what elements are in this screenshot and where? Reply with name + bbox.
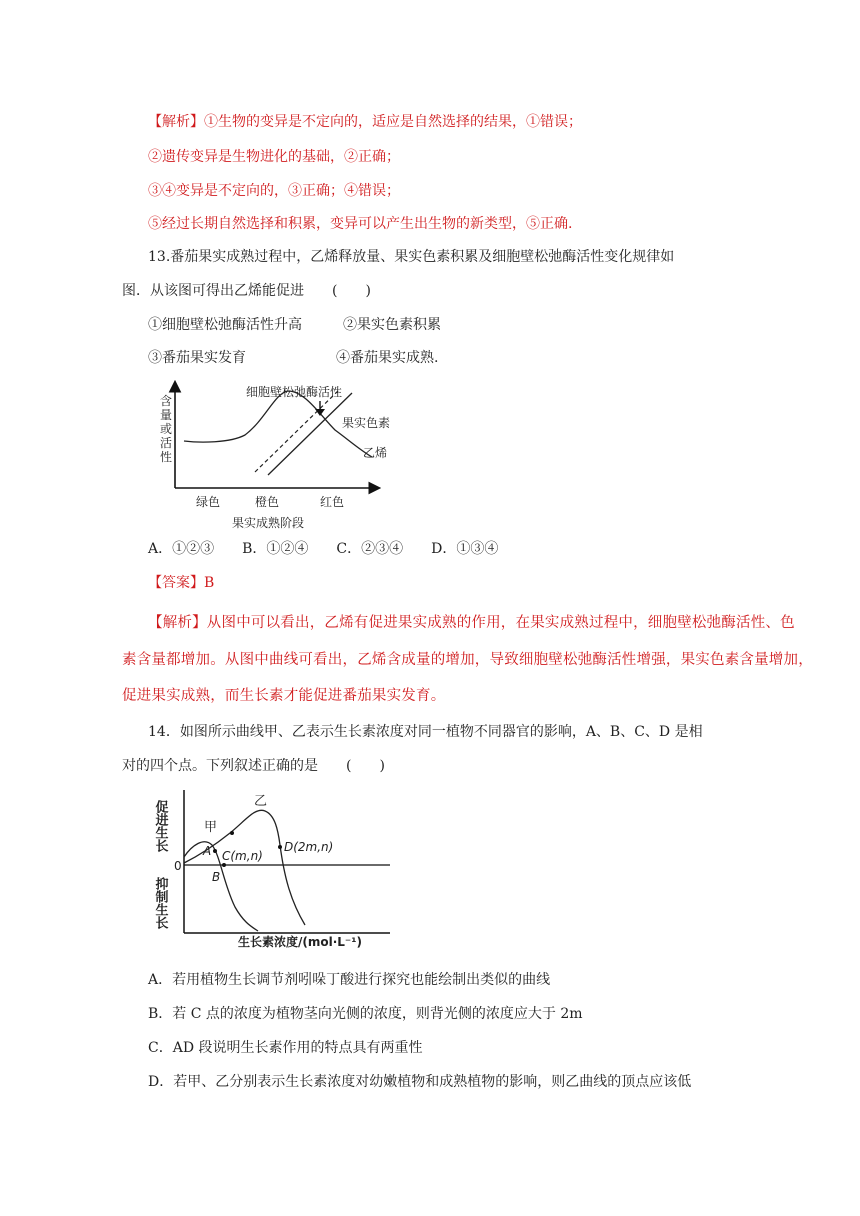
q14-d-label: D(2m,n)	[284, 840, 334, 854]
q13-y-label-char: 或	[160, 422, 173, 436]
analysis12-line3: ③④变异是不定向的，③正确；④错误；	[148, 183, 400, 199]
q14-b-label: B	[212, 870, 221, 884]
q13-y-label-char: 含	[160, 394, 173, 408]
q13-answer: 【答案】B	[148, 575, 215, 591]
q14-figure	[152, 785, 400, 955]
q14-curve-yi	[184, 810, 305, 925]
q14-jia-label: 甲	[204, 820, 218, 835]
q13-ethylene-label: 乙烯	[363, 446, 388, 460]
q13-x-label: 果实成熟阶段	[232, 516, 305, 530]
q13-y-label	[160, 394, 172, 464]
q14-point-c	[230, 831, 234, 835]
q13-tick-red: 红色	[320, 495, 345, 509]
q13-stem-line1: 13.番茄果实成熟过程中，乙烯释放量、果实色素积累及细胞壁松弛酶活性变化规律如	[148, 249, 675, 265]
analysis-text: ①生物的变异是不定向的，适应是自然选择的结果，①错误；	[204, 114, 582, 130]
q13-option-1: ①细胞壁松弛酶活性升高	[148, 317, 302, 333]
q13-pigment-label: 果实色素	[342, 416, 391, 430]
q13-tick-orange: 橙色	[255, 495, 280, 509]
analysis-tag: 【解析】	[148, 114, 204, 130]
q13-enzyme-label: 细胞壁松弛酶活性	[246, 385, 343, 399]
q14-zero-label: 0	[174, 859, 182, 873]
q14-option-b: B．若 C 点的浓度为植物茎向光侧的浓度，则背光侧的浓度应大于 2m	[148, 1006, 583, 1022]
q13-choices: A．①②③ B．①②④ C．②③④ D．①③④	[148, 541, 499, 557]
q14-stem-line1: 14．如图所示曲线甲、乙表示生长素浓度对同一植物不同器官的影响，A、B、C、D 是相	[148, 724, 703, 740]
analysis12-line2: ②遗传变异是生物进化的基础，②正确；	[148, 149, 400, 165]
q14-point-d	[278, 845, 282, 849]
q13-option-4: ④番茄果实成熟.	[336, 350, 439, 366]
q14-y-down-label: 抑制生长	[152, 877, 168, 929]
q13-option-3: ③番茄果实发育	[148, 350, 246, 366]
q13-y-label-char: 性	[160, 450, 173, 464]
q14-c-label: C(m,n)	[222, 849, 263, 863]
q13-y-label-char: 活	[160, 436, 173, 450]
q14-stem-line2: 对的四个点。下列叙述正确的是 ( )	[122, 758, 385, 774]
q13-enzyme-line	[255, 389, 340, 472]
analysis12-line1	[148, 112, 582, 132]
q14-option-c: C．AD 段说明生长素作用的特点具有两重性	[148, 1040, 423, 1056]
q13-analysis-line2: 素含量都增加。从图中曲线可看出，乙烯含成量的增加，导致细胞壁松弛酶活性增强，果实色素含量增加，	[122, 652, 813, 668]
q13-analysis-line3: 促进果实成熟，而生长素才能促进番茄果实发育。	[122, 688, 446, 704]
q14-option-a: A．若用植物生长调节剂吲哚丁酸进行探究也能绘制出类似的曲线	[148, 972, 551, 988]
q14-a-label: A	[203, 844, 212, 858]
q13-tick-green: 绿色	[196, 495, 221, 509]
q14-x-label: 生长素浓度/(mol·L⁻¹)	[238, 935, 363, 949]
analysis12-line4: ⑤经过长期自然选择和积累，变异可以产生出生物的新类型，⑤正确.	[148, 216, 573, 232]
q14-point-b	[222, 863, 226, 867]
q13-analysis-line1: 【解析】从图中可以看出，乙烯有促进果实成熟的作用，在果实成熟过程中，细胞壁松弛酶活性、色	[148, 615, 795, 631]
q13-y-label-char: 量	[160, 408, 173, 422]
q13-option-2: ②果实色素积累	[343, 317, 441, 333]
q14-y-up-label: 促进生长	[152, 800, 168, 852]
q14-point-a	[213, 849, 217, 853]
q14-option-d: D．若甲、乙分别表示生长素浓度对幼嫩植物和成熟植物的影响，则乙曲线的顶点应该低	[148, 1074, 692, 1090]
q14-yi-label: 乙	[254, 794, 268, 809]
q13-figure	[160, 375, 390, 535]
q13-stem-line2: 图．从该图可得出乙烯能促进 ( )	[122, 283, 371, 299]
